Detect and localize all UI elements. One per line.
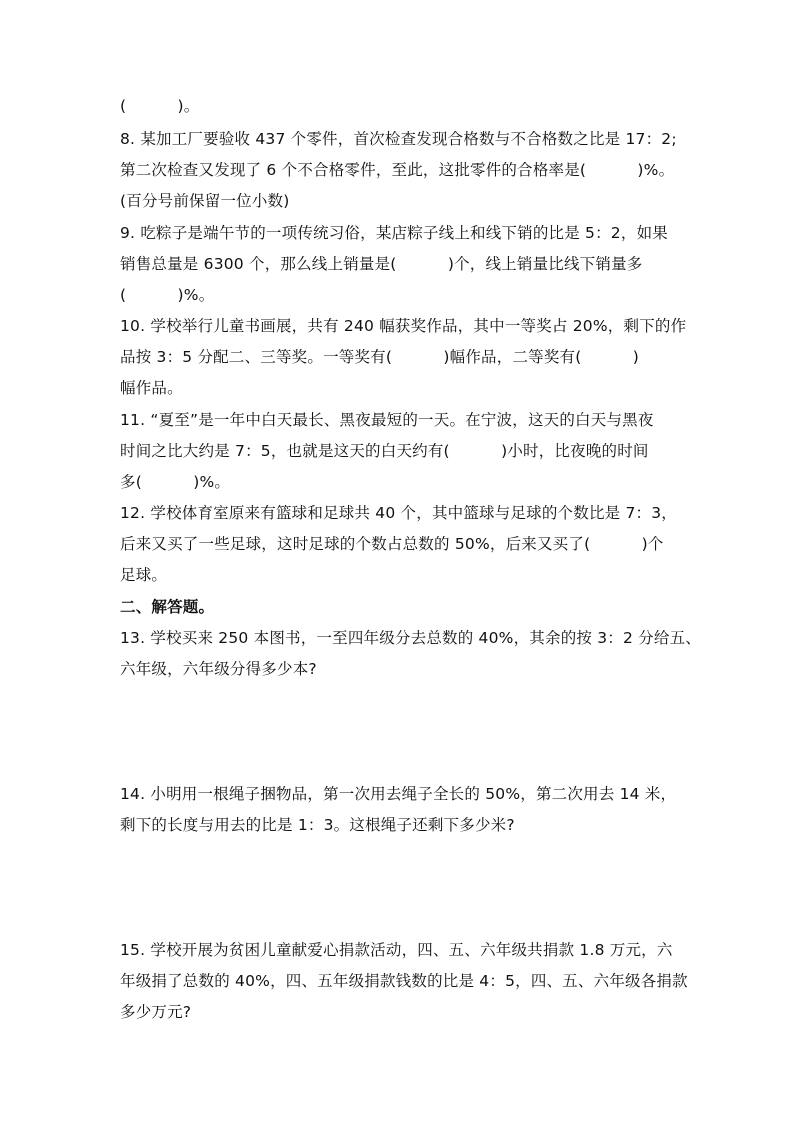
q12-line-2: 后来又买了一些足球，这时足球的个数占总数的 50%，后来又买了( )个 [120, 535, 664, 553]
q12-line-3: 足球。 [120, 566, 168, 584]
q10-line-2: 品按 3：5 分配二、三等奖。一等奖有( )幅作品，二等奖有( ) [120, 348, 640, 366]
q11-line-2: 时间之比大约是 7：5，也就是这天的白天约有( )小时，比夜晚的时间 [120, 442, 649, 460]
q14-line-1: 14. 小明用一根绳子捆物品，第一次用去绳子全长的 50%，第二次用去 14 米， [120, 785, 677, 803]
q11-line-3: 多( )%。 [120, 473, 231, 491]
q10-line-3: 幅作品。 [120, 379, 183, 397]
q11-line-1: 11. “夏至”是一年中白天最长、黑夜最短的一天。在宁波，这天的白天与黑夜 [120, 411, 654, 429]
q14-line-2: 剩下的长度与用去的比是 1：3。这根绳子还剩下多少米? [120, 816, 515, 834]
q10-line-1: 10. 学校举行儿童书画展，共有 240 幅获奖作品，其中一等奖占 20%，剩下的作 [120, 317, 687, 335]
q8-line-3: (百分号前保留一位小数) [120, 192, 290, 210]
section-heading-solve: 二、解答题。 [120, 598, 215, 616]
q9-line-3: ( )%。 [120, 286, 215, 304]
q9-line-2: 销售总量是 6300 个，那么线上销量是( )个，线上销量比线下销量多 [120, 255, 643, 273]
q7-answer-blank-line: ( )。 [120, 97, 200, 115]
q15-line-1: 15. 学校开展为贫困儿童献爱心捐款活动，四、五、六年级共捐款 1.8 万元，六 [120, 941, 673, 959]
q15-line-3: 多少万元? [120, 1003, 192, 1021]
q15-line-2: 年级捐了总数的 40%，四、五年级捐款钱数的比是 4：5，四、五、六年级各捐款 [120, 972, 688, 990]
q8-line-1: 8. 某加工厂要验收 437 个零件，首次检查发现合格数与不合格数之比是 17：2; [120, 130, 677, 148]
q13-line-1: 13. 学校买来 250 本图书，一至四年级分去总数的 40%，其余的按 3：2 分给五、 [120, 629, 701, 647]
q9-line-1: 9. 吃粽子是端午节的一项传统习俗，某店粽子线上和线下销的比是 5：2，如果 [120, 224, 668, 242]
q8-line-2: 第二次检查又发现了 6 个不合格零件，至此，这批零件的合格率是( )%。 [120, 161, 675, 179]
q12-line-1: 12. 学校体育室原来有篮球和足球共 40 个，其中篮球与足球的个数比是 7：3， [120, 504, 678, 522]
q13-line-2: 六年级，六年级分得多少本? [120, 660, 317, 678]
